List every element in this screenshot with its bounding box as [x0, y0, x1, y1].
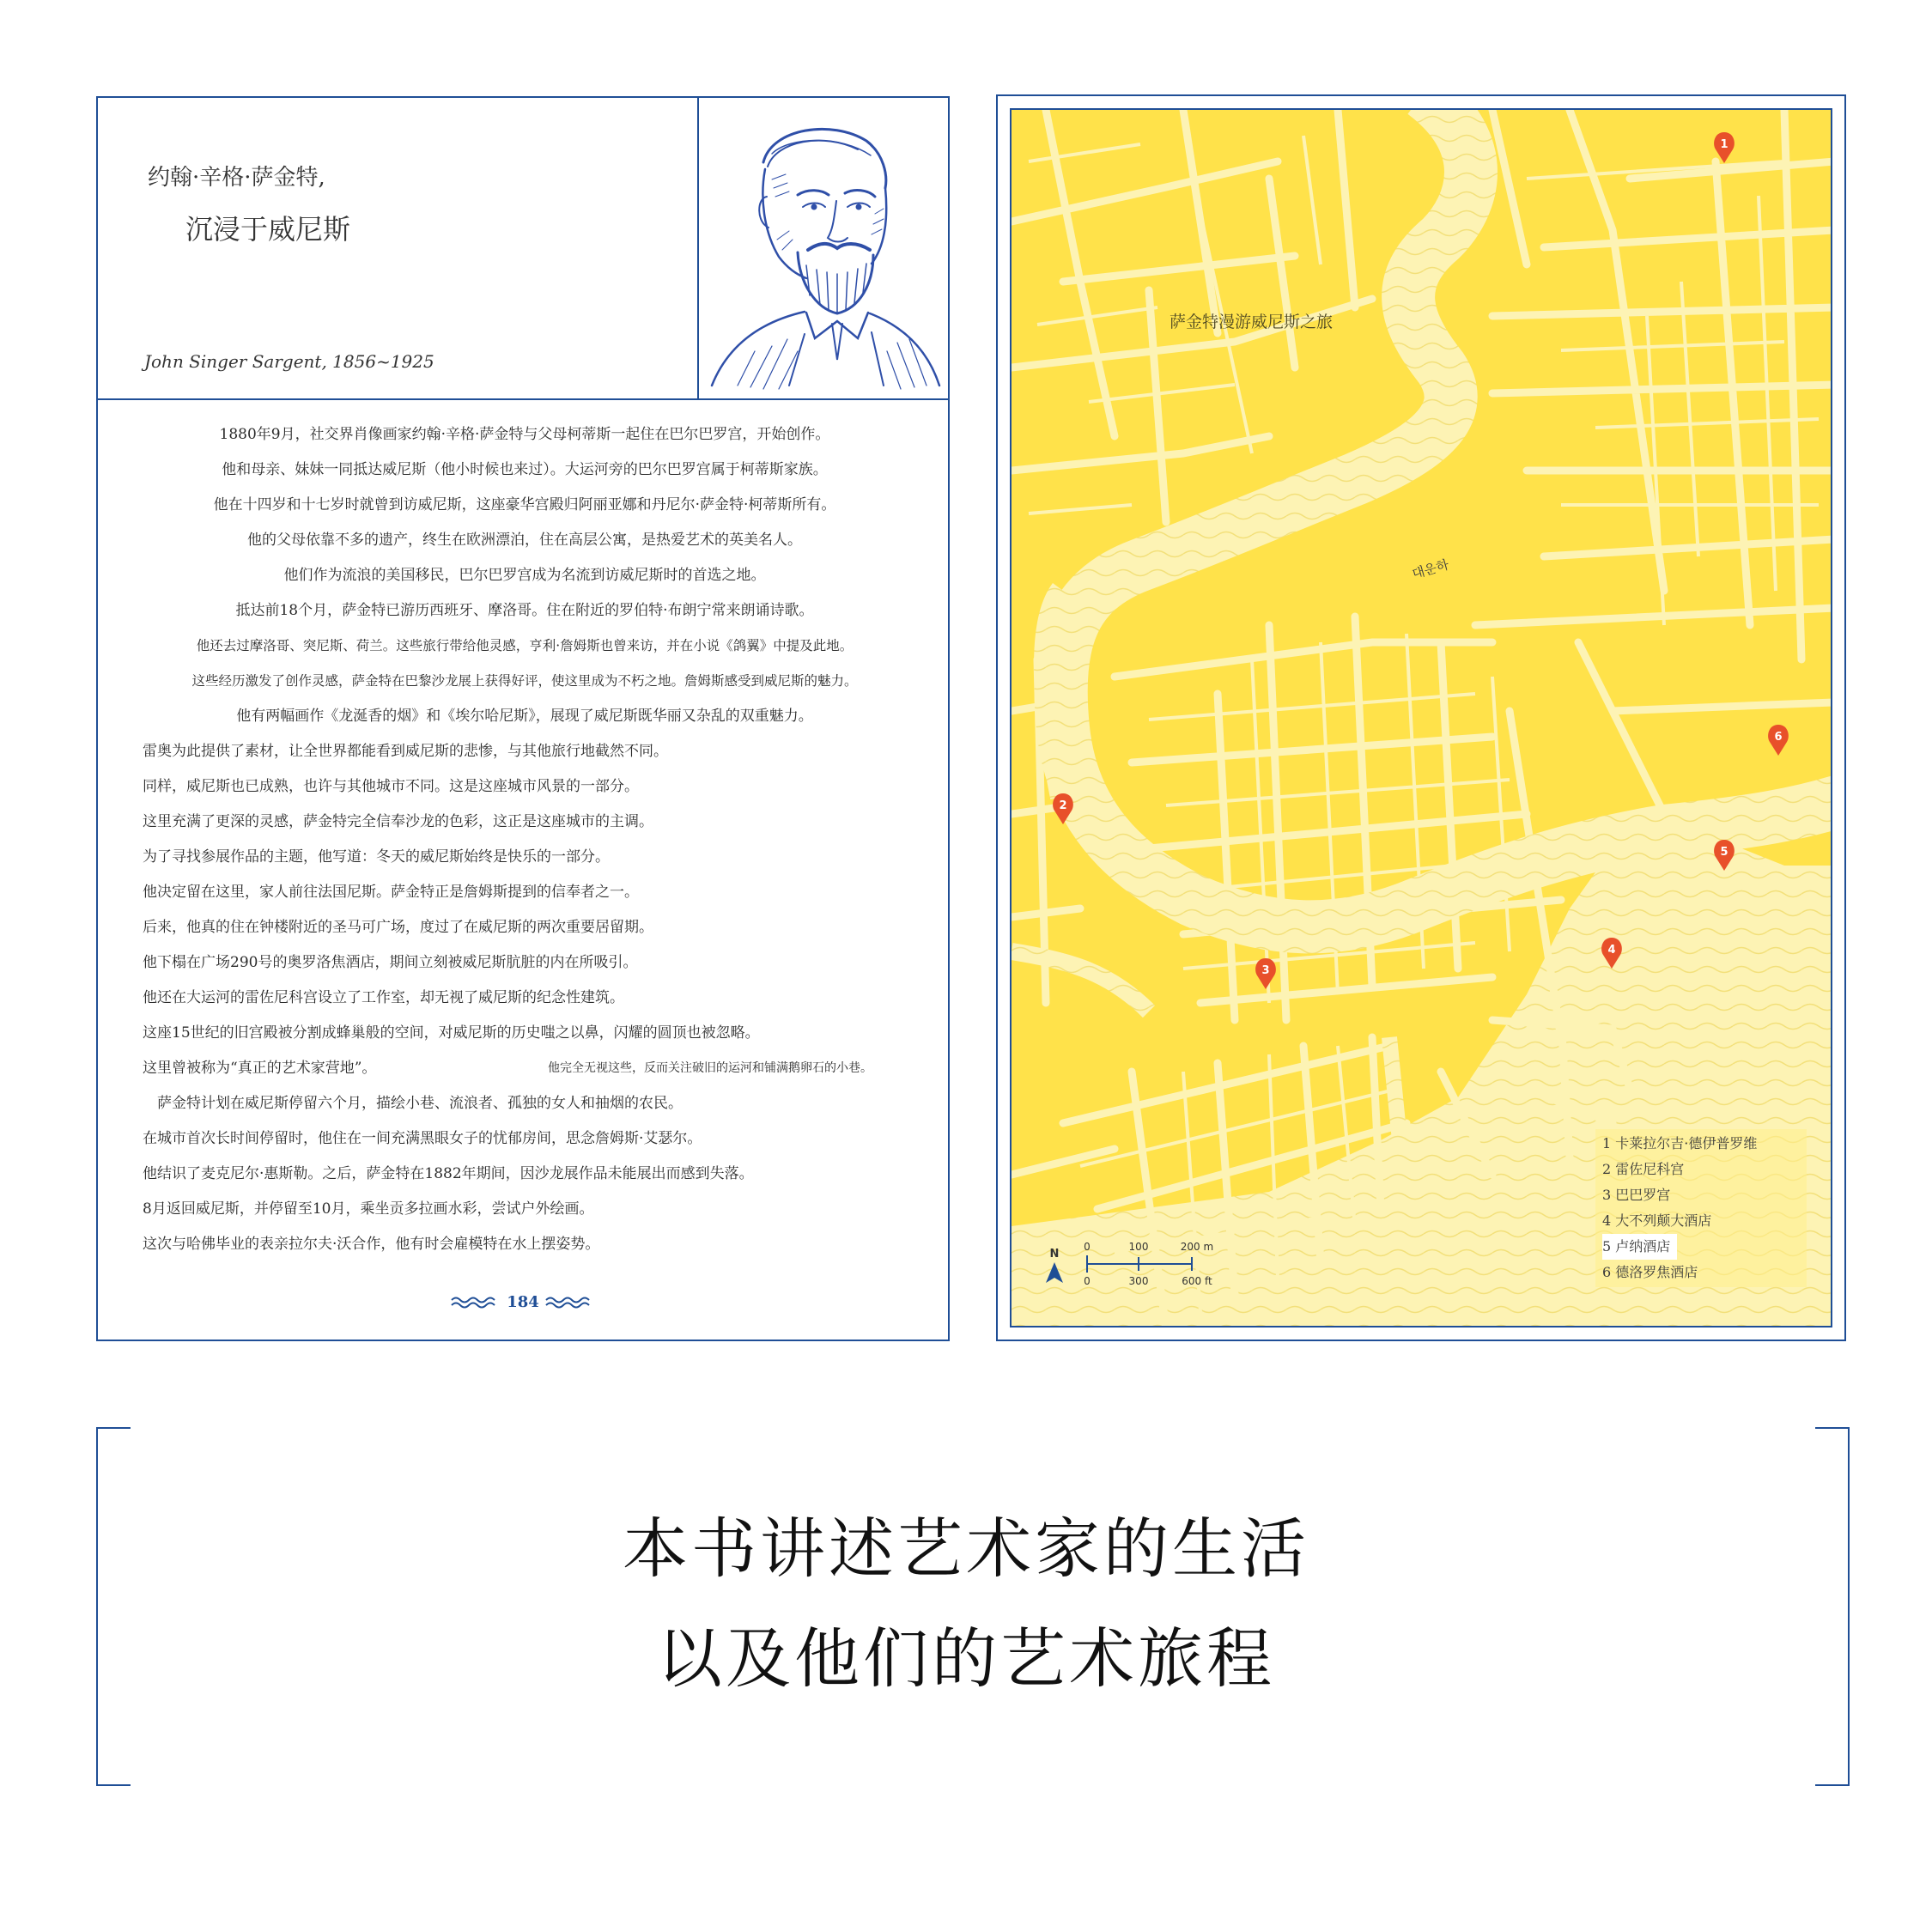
legend-item: 1 卡莱拉尔吉·德伊普罗维	[1602, 1135, 1758, 1151]
marker-number: 4	[1607, 944, 1616, 957]
west-canal	[1047, 591, 1063, 797]
body-text-line: 在城市首次长时间停留时，他住在一间充满黑眼女子的忧郁房间，思念詹姆斯·艾瑟尔。	[143, 1130, 702, 1147]
marker-number: 2	[1059, 799, 1067, 812]
legend-item: 6 德洛罗焦酒店	[1602, 1264, 1698, 1280]
caption-line1: 本书讲述艺术家的生活	[623, 1510, 1309, 1587]
artist-portrait-illustration	[703, 102, 948, 394]
body-text-line: 为了寻找参展作品的主题，他写道：冬天的威尼斯始终是快乐的一部分。	[143, 848, 610, 866]
marker-number: 3	[1261, 964, 1270, 977]
legend-item: 3 巴巴罗宫	[1602, 1187, 1671, 1203]
body-text-line: 萨金特计划在威尼斯停留六个月，描绘小巷、流浪者、孤独的女人和抽烟的农民。	[143, 1095, 683, 1112]
body-text-line: 这里充满了更深的灵感，萨金特完全信奉沙龙的色彩，这正是这座城市的主调。	[143, 813, 653, 830]
book-page-right-map	[996, 94, 1846, 1341]
scale-m-0: 0	[1084, 1241, 1091, 1253]
body-text-line: 这座15世纪的旧宫殿被分割成蜂巢般的空间，对威尼斯的历史嗤之以鼻，闪耀的圆顶也被忽略。	[143, 1024, 760, 1042]
legend-item: 2 雷佐尼科宫	[1602, 1161, 1685, 1177]
scale-ft-0: 0	[1084, 1275, 1091, 1287]
body-text-line: 8月返回威尼斯，并停留至10月，乘坐贡多拉画水彩，尝试户外绘画。	[143, 1200, 594, 1218]
chapter-title-line1: 约翰·辛格·萨金特,	[148, 165, 325, 191]
body-text-line: 1880年9月，社交界肖像画家约翰·辛格·萨金特与父母柯蒂斯一起住在巴尔巴罗宫，开始创作。	[219, 426, 830, 443]
giudecca-channel	[1012, 951, 1149, 1012]
venice-map	[1010, 108, 1832, 1327]
wave-ornament-icon	[450, 1297, 501, 1309]
grand-canal-label: 대운하	[1410, 556, 1451, 582]
body-text-line: 同样，威尼斯也已成熟，也许与其他城市不同。这是这座城市风景的一部分。	[143, 778, 639, 795]
marker-number: 6	[1774, 731, 1783, 744]
chapter-title-line2: 沉浸于威尼斯	[185, 213, 351, 246]
body-text-fragment: 这里曾被称为“真正的艺术家营地”。	[143, 1060, 377, 1077]
body-text-line: 他和母亲、妹妹一同抵达威尼斯（他小时候也来过）。大运河旁的巴尔巴罗宫属于柯蒂斯家族。	[222, 461, 828, 478]
map-marker-6	[1768, 725, 1789, 756]
marker-number: 5	[1720, 846, 1728, 859]
scale-m-200: 200 m	[1180, 1241, 1214, 1253]
page-number: 184	[507, 1293, 539, 1311]
north-label: N	[1049, 1248, 1060, 1261]
caption-line2: 以及他们的艺术旅程	[657, 1620, 1275, 1697]
body-text-line	[143, 1051, 907, 1086]
book-page-left	[96, 96, 950, 1341]
scale-ft-600: 600 ft	[1182, 1275, 1212, 1287]
legend-item: 5 卢纳酒店	[1602, 1234, 1677, 1260]
body-text-line: 雷奥为此提供了素材，让全世界都能看到威尼斯的悲惨，与其他旅行地截然不同。	[143, 743, 668, 760]
body-text-line: 他的父母依靠不多的遗产，终生在欧洲漂泊，住在高层公寓，是热爱艺术的英美名人。	[247, 532, 802, 549]
body-text-line: 他下榻在广场290号的奥罗洛焦酒店，期间立刻被威尼斯肮脏的内在所吸引。	[143, 954, 638, 971]
body-text-line: 他还去过摩洛哥、突尼斯、荷兰。这些旅行带给他灵感，亨利·詹姆斯也曾来访，并在小说《鸽翼》中提及此地。	[196, 638, 854, 653]
body-text-fragment: 他完全无视这些，反而关注破旧的运河和铺满鹅卵石的小巷。	[548, 1061, 872, 1075]
scale-m-100: 100	[1128, 1241, 1149, 1253]
body-text-line: 这次与哈佛毕业的表亲拉尔夫·沃合作，他有时会雇模特在水上摆姿势。	[143, 1236, 600, 1253]
body-text-line: 他有两幅画作《龙涎香的烟》和《埃尔哈尼斯》，展现了威尼斯既华丽又杂乱的双重魅力。	[236, 708, 813, 725]
body-text-line: 他们作为流浪的美国移民，巴尔巴罗宫成为名流到访威尼斯时的首选之地。	[283, 567, 766, 584]
body-text-line: 他结识了麦克尼尔·惠斯勒。之后，萨金特在1882年期间，因沙龙展作品未能展出而感到失落。	[143, 1165, 754, 1182]
body-text-line: 他还在大运河的雷佐尼科宫设立了工作室，却无视了威尼斯的纪念性建筑。	[143, 989, 624, 1006]
wave-ornament-icon	[544, 1297, 596, 1309]
scale-ft-300: 300	[1128, 1275, 1149, 1287]
map-title: 萨金特漫游威尼斯之旅	[1170, 313, 1334, 331]
map-marker-3	[1255, 958, 1276, 989]
artist-name-dates: John Singer Sargent, 1856~1925	[144, 351, 434, 372]
body-text-line: 他决定留在这里，家人前往法国尼斯。萨金特正是詹姆斯提到的信奉者之一。	[143, 884, 639, 901]
page-number-ornament	[98, 1293, 948, 1311]
header-divider	[98, 398, 948, 400]
scale-bar	[1046, 1240, 1243, 1300]
caption	[0, 1494, 1932, 1714]
article-body	[143, 417, 907, 1262]
body-text-line: 抵达前18个月，萨金特已游历西班牙、摩洛哥。住在附近的罗伯特·布朗宁常来朗诵诗歌。	[235, 602, 814, 619]
body-text-line: 这些经历激发了创作灵感，萨金特在巴黎沙龙展上获得好评，使这里成为不朽之地。詹姆斯感受到威尼斯的魅力。	[191, 673, 858, 689]
map-legend	[1595, 1129, 1807, 1287]
body-text-line: 后来，他真的住在钟楼附近的圣马可广场，度过了在威尼斯的两次重要居留期。	[143, 919, 653, 936]
legend-item: 4 大不列颠大酒店	[1602, 1212, 1712, 1229]
body-text-line: 他在十四岁和十七岁时就曾到访威尼斯，这座豪华宫殿归阿丽亚娜和丹尼尔·萨金特·柯蒂斯所有。	[213, 496, 836, 513]
north-arrow-icon	[1046, 1262, 1063, 1283]
portrait-divider	[697, 98, 699, 398]
marker-number: 1	[1720, 138, 1728, 151]
